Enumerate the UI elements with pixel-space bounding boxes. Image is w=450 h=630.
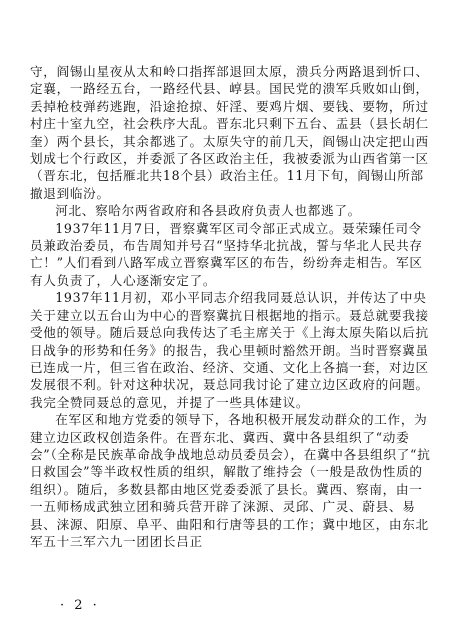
- body-text: [30, 63, 432, 550]
- paragraph-4: 1937年11月初，邓小平同志介绍我同聂总认识，并传达了中央关于建立以五台山为中心的晋察冀抗日根据地的指示。聂总就要我接受他的领导。随后聂总向我传达了毛主席关于《上海太原失陷以后抗日战争的形势和任务》的报告，我心里顿时豁然开朗。当时晋察冀虽已连成一片，但三省在政治、经济、交通、文化上各搞一套，对边区发展很不利。针对这种状况，聂总同我讨论了建立边区政府的问题。我完全赞同聂总的意见，并提了一些具体建议。: [30, 290, 429, 410]
- page-number: · 2 ·: [60, 598, 100, 613]
- paragraph-2: 河北、察哈尔两省政府和各县政府负责人也都逃了。: [55, 203, 361, 219]
- paragraph-1: 守，阎锡山星夜从太和岭口指挥部退回太原，溃兵分两路退到忻口、定襄，一路经五台，一路经代县、崞县。国民党的溃军兵败如山倒，丢掉枪枝弹药逃跑，沿途抢掠、奸淫、要鸡片烟、要钱、要物，所过村庄十室九空，社会秩序大乱。晋东北只剩下五台、盂县（县长胡仁奎）两个县长，其余都逃了。太原失守的前几天，阎锡山决定把山西划成七个行政区，并委派了各区政治主任，我被委派为山西省第一区（晋东北，包括雁北共18个县）政治主任。11月下旬，阎锡山所部撤退到临汾。: [30, 64, 429, 201]
- paragraph-3: 1937年11月7日，晋察冀军区司令部正式成立。聂荣臻任司令员兼政治委员，布告周知并号召“坚持华北抗战，誓与华北人民共存亡！”人们看到八路军成立晋察冀军区的布告，纷纷奔走相告。军区有人负责了，人心逐渐安定了。: [30, 220, 423, 288]
- paragraph-5: 在军区和地方党委的领导下，各地积极开展发动群众的工作，为建立边区政权创造条件。在晋东北、冀西、冀中各县组织了“动委会”（全称是民族革命战争战地总动员委员会），在冀中各县组织了“抗日救国会”等半政权性质的组织，解散了维持会（一般是敌伪性质的组织）。随后，多数县都由地区党委委派了县长。冀西、察南，由一一五师杨成武独立团和骑兵营开辟了涞源、灵邱、广灵、蔚县、易县、涞源、阳原、阜平、曲阳和行唐等县的工作；冀中地区，由东北军五十三军六九一团团长吕正: [30, 412, 431, 549]
